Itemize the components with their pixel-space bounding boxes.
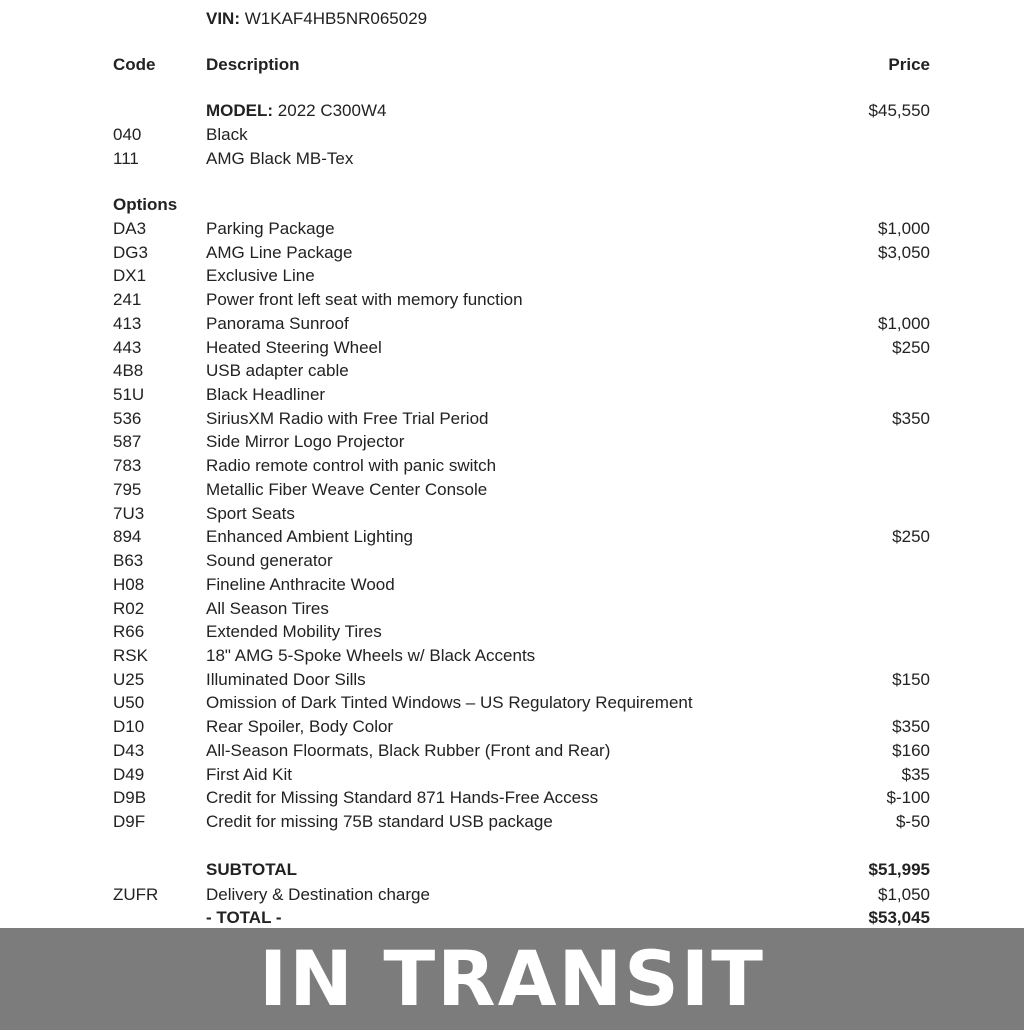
option-price: $350 [892, 409, 930, 428]
model-value: 2022 C300W4 [277, 101, 387, 120]
base-item-description: AMG Black MB-Tex [206, 149, 354, 168]
banner-text: IN TRANSIT [259, 934, 765, 1023]
option-description: Black Headliner [206, 385, 326, 404]
delivery-description: Delivery & Destination charge [206, 885, 430, 904]
vin-line [206, 9, 427, 29]
option-code: 413 [113, 314, 142, 333]
option-description: All Season Tires [206, 599, 329, 618]
option-code: 587 [113, 432, 142, 451]
option-code: 894 [113, 527, 142, 546]
base-item-description: Black [206, 125, 248, 144]
subtotal-value: $51,995 [868, 860, 930, 879]
option-code: 443 [113, 338, 142, 357]
option-description: Sport Seats [206, 504, 295, 523]
option-description: SiriusXM Radio with Free Trial Period [206, 409, 489, 428]
option-price: $1,000 [878, 314, 930, 333]
model-price: $45,550 [868, 101, 930, 120]
option-code: DG3 [113, 243, 148, 262]
option-code: 536 [113, 409, 142, 428]
option-code: D9B [113, 788, 147, 807]
option-description: Sound generator [206, 551, 333, 570]
delivery-code: ZUFR [113, 885, 159, 904]
option-description: Omission of Dark Tinted Windows – US Regulatory Requirement [206, 693, 693, 712]
option-price: $35 [901, 765, 930, 784]
option-code: D10 [113, 717, 145, 736]
option-description: USB adapter cable [206, 361, 349, 380]
option-price: $350 [892, 717, 930, 736]
option-code: D43 [113, 741, 145, 760]
option-code: 51U [113, 385, 145, 404]
option-description: Enhanced Ambient Lighting [206, 527, 413, 546]
base-item-code: 111 [113, 149, 139, 168]
model-label: MODEL: [206, 101, 274, 120]
total-value: $53,045 [868, 908, 930, 927]
option-description: Exclusive Line [206, 266, 315, 285]
model-line [206, 101, 386, 121]
option-description: Extended Mobility Tires [206, 622, 382, 641]
options-heading: Options [113, 195, 178, 214]
option-description: 18" AMG 5-Spoke Wheels w/ Black Accents [206, 646, 536, 665]
subtotal-label: SUBTOTAL [206, 860, 297, 879]
option-price: $1,000 [878, 219, 930, 238]
option-description: Side Mirror Logo Projector [206, 432, 405, 451]
option-code: 795 [113, 480, 142, 499]
option-code: H08 [113, 575, 145, 594]
option-code: DX1 [113, 266, 147, 285]
option-price: $250 [892, 527, 930, 546]
option-code: U25 [113, 670, 145, 689]
option-code: B63 [113, 551, 144, 570]
delivery-price: $1,050 [878, 885, 930, 904]
option-code: R02 [113, 599, 145, 618]
option-description: AMG Line Package [206, 243, 353, 262]
option-price: $3,050 [878, 243, 930, 262]
vin-label: VIN: [206, 9, 240, 28]
option-code: R66 [113, 622, 145, 641]
base-item-code: 040 [113, 125, 142, 144]
option-description: First Aid Kit [206, 765, 292, 784]
option-code: 241 [113, 290, 142, 309]
total-label: - TOTAL - [206, 908, 282, 927]
option-description: Metallic Fiber Weave Center Console [206, 480, 488, 499]
option-description: All-Season Floormats, Black Rubber (Front and Rear) [206, 741, 611, 760]
option-description: Illuminated Door Sills [206, 670, 366, 689]
vin-value: W1KAF4HB5NR065029 [244, 9, 428, 28]
option-price: $-100 [886, 788, 930, 807]
option-code: DA3 [113, 219, 147, 238]
option-code: D9F [113, 812, 146, 831]
option-description: Credit for Missing Standard 871 Hands-Free Access [206, 788, 599, 807]
option-price: $250 [892, 338, 930, 357]
option-description: Heated Steering Wheel [206, 338, 382, 357]
in-transit-banner [0, 928, 1024, 1030]
option-description: Rear Spoiler, Body Color [206, 717, 394, 736]
header-code: Code [113, 55, 156, 74]
option-description: Panorama Sunroof [206, 314, 349, 333]
option-code: D49 [113, 765, 145, 784]
option-code: RSK [113, 646, 148, 665]
option-price: $160 [892, 741, 930, 760]
header-price: Price [888, 55, 930, 74]
option-description: Credit for missing 75B standard USB package [206, 812, 553, 831]
option-code: 4B8 [113, 361, 144, 380]
option-description: Power front left seat with memory function [206, 290, 523, 309]
option-description: Parking Package [206, 219, 335, 238]
option-description: Fineline Anthracite Wood [206, 575, 395, 594]
option-code: U50 [113, 693, 145, 712]
option-code: 7U3 [113, 504, 145, 523]
header-description: Description [206, 55, 300, 74]
option-description: Radio remote control with panic switch [206, 456, 497, 475]
option-price: $150 [892, 670, 930, 689]
option-code: 783 [113, 456, 142, 475]
option-price: $-50 [895, 812, 930, 831]
